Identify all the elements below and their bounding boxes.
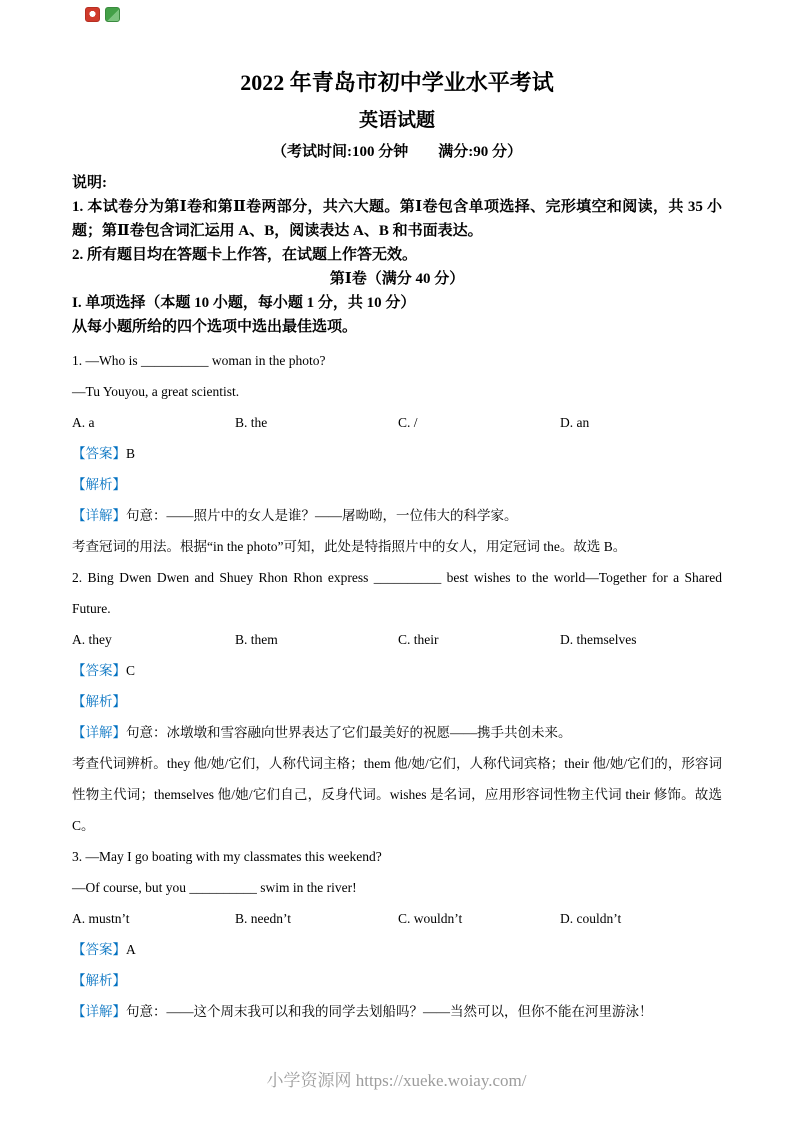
analysis-line <box>72 686 722 717</box>
detail-line <box>72 717 722 748</box>
instructions-label: 说明: <box>72 175 107 191</box>
question-text: —Tu Youyou, a great scientist. <box>72 384 240 399</box>
answer-label: 【答案】 <box>72 663 126 678</box>
answer-line <box>72 438 722 469</box>
options-row <box>72 407 722 438</box>
option-b: B. the <box>235 415 268 430</box>
answer-label: 【答案】 <box>72 942 126 957</box>
answer-value: A <box>126 942 136 957</box>
options-row <box>72 624 722 655</box>
option-c: C. / <box>398 415 418 430</box>
question-3 <box>72 841 722 1027</box>
question-text: 3. —May I go boating with my classmates this weekend? <box>72 849 382 864</box>
instruction-item-1: 1. 本试卷分为第Ⅰ卷和第Ⅱ卷两部分，共六大题。第Ⅰ卷包含单项选择、完形填空和阅读，共 35 小题；第Ⅱ卷包含词汇运用 A、B，阅读表达 A、B 和书面表达。 <box>72 199 722 239</box>
section-title: I. 单项选择（本题 10 小题，每小题 1 分，共 10 分） <box>72 295 416 311</box>
answer-line <box>72 655 722 686</box>
option-d: D. an <box>560 415 590 430</box>
question-2 <box>72 562 722 841</box>
question-1 <box>72 345 722 562</box>
detail-label: 【详解】 <box>72 508 126 523</box>
exam-time-score-info: （考试时间:100 分钟 满分:90 分） <box>272 144 522 160</box>
detail-label: 【详解】 <box>72 1004 126 1019</box>
option-c: C. their <box>398 632 439 647</box>
option-a: A. they <box>72 632 112 647</box>
page-title: 2022 年青岛市初中学业水平考试 <box>240 70 554 95</box>
detail-line: 考查冠词的用法。根据“in the photo”可知，此处是特指照片中的女人，用定冠词 the。故选 B。 <box>72 539 627 554</box>
detail-line <box>72 996 722 1027</box>
analysis-line <box>72 965 722 996</box>
detail-text: 句意：——这个周末我可以和我的同学去划船吗？——当然可以，但你不能在河里游泳！ <box>126 1004 653 1019</box>
analysis-line <box>72 469 722 500</box>
question-text: —Of course, but you __________ swim in the river! <box>72 880 357 895</box>
question-text: 2. Bing Dwen Dwen and Shuey Rhon Rhon express __________ best wishes to the world—Together for a Shared Future. <box>72 570 722 616</box>
paper-subtitle: 英语试题 <box>358 110 435 131</box>
analysis-label: 【解析】 <box>72 973 126 988</box>
exam-document-page <box>72 0 722 1027</box>
option-d: D. themselves <box>560 632 637 647</box>
analysis-label: 【解析】 <box>72 694 126 709</box>
part-title: 第Ⅰ卷（满分 40 分） <box>329 271 465 287</box>
section-instruction: 从每小题所给的四个选项中选出最佳选项。 <box>72 319 358 335</box>
option-b: B. needn’t <box>235 911 291 926</box>
answer-value: C <box>126 663 136 678</box>
option-c: C. wouldn’t <box>398 911 463 926</box>
instructions-block <box>72 171 722 339</box>
detail-text: 句意：——照片中的女人是谁？——屠呦呦，一位伟大的科学家。 <box>126 508 518 523</box>
answer-line <box>72 934 722 965</box>
answer-value: B <box>126 446 136 461</box>
option-a: A. a <box>72 415 95 430</box>
detail-label: 【详解】 <box>72 725 126 740</box>
watermark-footer: 小学资源网 https://xueke.woiay.com/ <box>266 1071 527 1090</box>
detail-line <box>72 500 722 531</box>
option-a: A. mustn’t <box>72 911 130 926</box>
analysis-label: 【解析】 <box>72 477 126 492</box>
question-text: 1. —Who is __________ woman in the photo? <box>72 353 326 368</box>
options-row <box>72 903 722 934</box>
detail-line: 考查代词辨析。they 他/她/它们，人称代词主格；them 他/她/它们，人称代词宾格；their 他/她/它们的，形容词性物主代词；themselves 他/她/它们自己，反身代词。wishes 是名词，应用形容词性物主代词 their 修饰。故选 C。 <box>72 756 722 833</box>
questions-block <box>72 345 722 1027</box>
answer-label: 【答案】 <box>72 446 126 461</box>
detail-text: 句意：冰墩墩和雪容融向世界表达了它们最美好的祝愿——携手共创未来。 <box>126 725 572 740</box>
option-d: D. couldn’t <box>560 911 622 926</box>
option-b: B. them <box>235 632 278 647</box>
instruction-item-2: 2. 所有题目均在答题卡上作答，在试题上作答无效。 <box>72 247 418 263</box>
